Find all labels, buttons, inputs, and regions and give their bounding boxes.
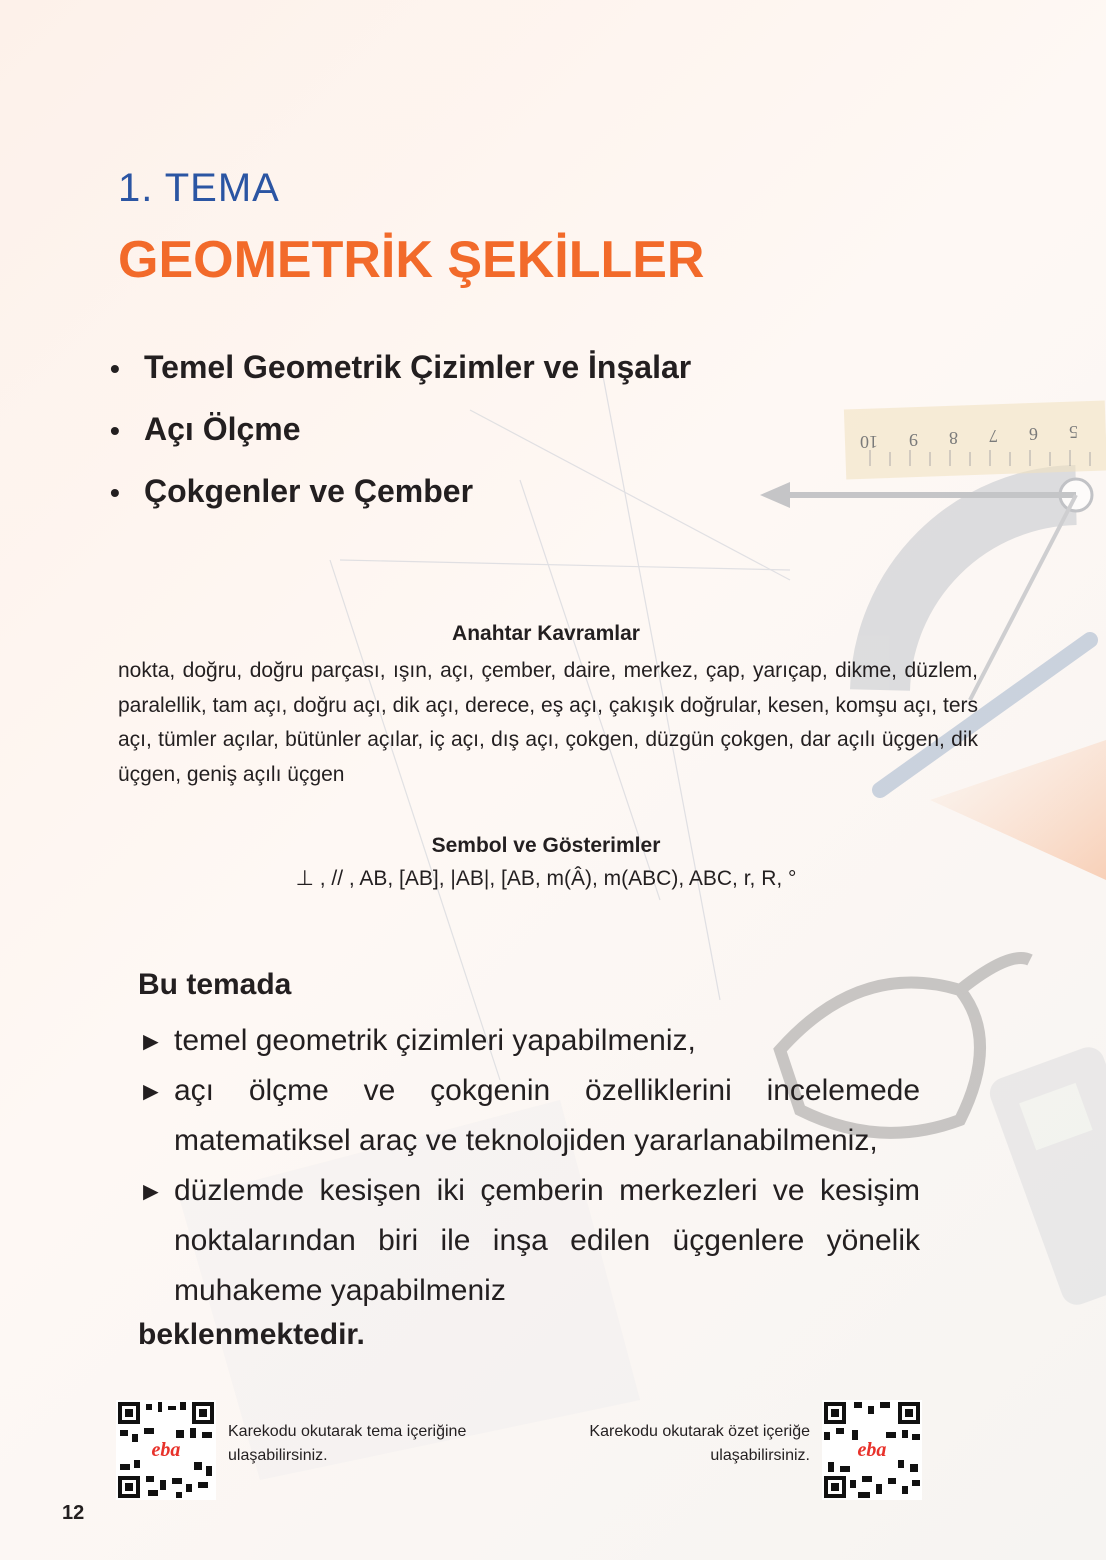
goal-item <box>138 1016 920 1066</box>
topic-item <box>110 464 691 526</box>
goal-item <box>138 1066 920 1166</box>
goal-item <box>138 1166 920 1316</box>
theme-label: 1. TEMA <box>118 166 280 210</box>
page-number: 12 <box>62 1502 85 1524</box>
ruler-illustration <box>844 400 1106 479</box>
qr-caption-theme: Karekodu okutarak tema içeriğine ulaşabilirsiniz. <box>228 1423 467 1464</box>
symbols-text: ⊥ , // , AB, [AB], |AB|, [AB, m(Â), m(ABC), ABC, r, R, ° <box>295 867 797 890</box>
topic-label: Temel Geometrik Çizimler ve İnşalar <box>144 349 692 385</box>
key-concepts-title: Anahtar Kavramlar <box>452 622 640 645</box>
ruler-number-5: 5 <box>1069 422 1078 442</box>
ruler-number-7: 7 <box>989 426 998 446</box>
goals-closing: beklenmektedir. <box>138 1318 365 1351</box>
triangle-bullet-icon: ► <box>138 1076 164 1106</box>
ruler-number-6: 6 <box>1029 424 1038 444</box>
topic-list <box>110 340 691 526</box>
goal-text: temel geometrik çizimleri yapabilmeniz, <box>174 1024 696 1057</box>
topic-item <box>110 340 691 402</box>
key-concepts-text: nokta, doğru, doğru parçası, ışın, açı, çember, daire, merkez, çap, yarıçap, dikme, düzlem, paralellik, tam açı, doğru açı, dik açı, derece, eş açı, çakışık doğrular, kesen, komşu açı, ters açı, tümler açılar, bütünler açılar, iç açı, dış açı, çokgen, düzgün çokgen, dar açılı üçgen, dik üçgen, geniş açılı üçgen <box>118 659 978 786</box>
triangle-bullet-icon: ► <box>138 1026 164 1056</box>
qr-code-summary[interactable] <box>822 1400 922 1500</box>
qr-code-theme[interactable] <box>116 1400 216 1500</box>
qr-caption-summary: Karekodu okutarak özet içeriğe ulaşabilirsiniz. <box>589 1423 810 1464</box>
triangle-bullet-icon: ► <box>138 1176 164 1206</box>
goal-text: düzlemde kesişen iki çemberin merkezleri ve kesişim noktalarından biri ile inşa edilen üçgenlere yönelik muhakeme yapabilmeniz <box>174 1174 920 1307</box>
bullet-icon: • <box>110 415 120 446</box>
ruler-number-8: 8 <box>949 428 958 448</box>
symbols-title: Sembol ve Gösterimler <box>431 834 661 857</box>
bullet-icon: • <box>110 477 120 508</box>
goals-list <box>138 1016 920 1316</box>
bullet-icon: • <box>110 353 120 384</box>
goal-text: açı ölçme ve çokgenin özelliklerini incelemede matematiksel araç ve teknolojiden yararlanabilmeniz, <box>174 1074 920 1157</box>
topic-label: Açı Ölçme <box>144 411 301 447</box>
eba-logo: eba <box>857 1439 887 1461</box>
topic-label: Çokgenler ve Çember <box>144 473 474 509</box>
ruler-number-9: 9 <box>909 430 918 450</box>
calculator-illustration <box>985 1043 1106 1310</box>
ruler-number-10: 10 <box>860 432 878 452</box>
goals-heading: Bu temada <box>138 968 292 1001</box>
topic-item <box>110 402 691 464</box>
theme-title: GEOMETRİK ŞEKİLLER <box>118 231 705 289</box>
eba-logo: eba <box>151 1439 181 1461</box>
